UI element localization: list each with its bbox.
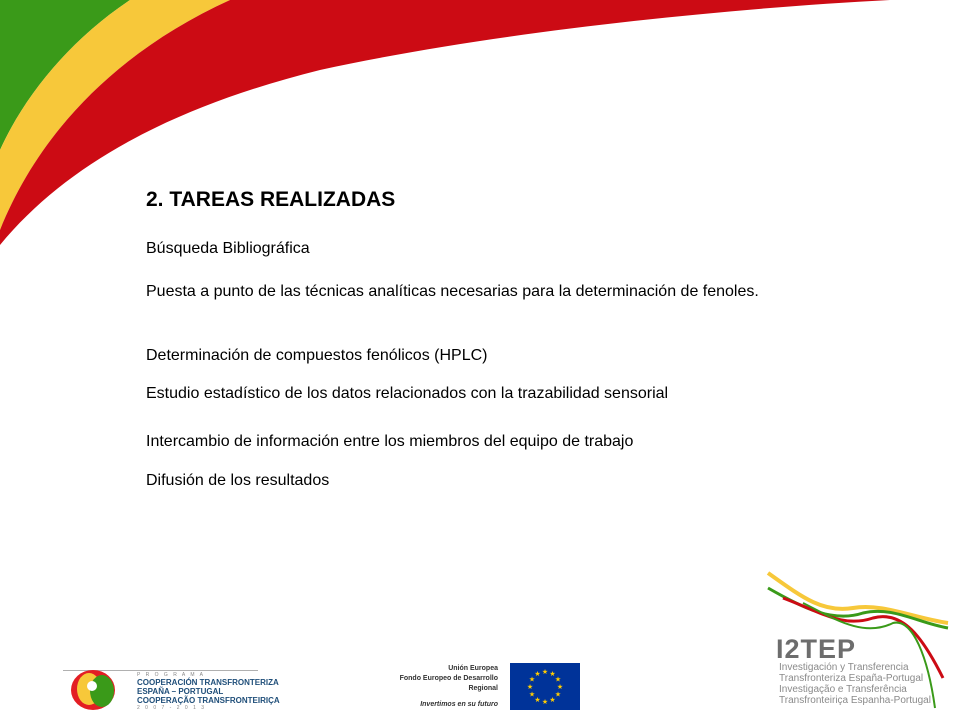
task-item-5: Intercambio de información entre los miembros del equipo de trabajo bbox=[146, 433, 634, 450]
eu-star-icon: ★ bbox=[554, 691, 562, 699]
program-line-3: COOPERAÇÃO TRANSFRONTEIRIÇA bbox=[137, 696, 280, 705]
i2tep-line-1: Investigación y Transferencia bbox=[779, 662, 909, 673]
eu-star-icon: ★ bbox=[549, 696, 556, 704]
task-item-6: Difusión de los resultados bbox=[146, 472, 330, 489]
i2tep-line-4: Transfronteiriça Espanha-Portugal bbox=[779, 695, 931, 706]
i2tep-line-2: Transfronteriza España-Portugal bbox=[779, 673, 924, 684]
task-item-2: Puesta a punto de las técnicas analíticas necesarias para la determinación de fenoles. bbox=[146, 283, 759, 300]
eu-star-icon: ★ bbox=[541, 669, 549, 676]
program-label: P R O G R A M A bbox=[137, 672, 205, 678]
i2tep-line-3: Investigação e Transferência bbox=[779, 684, 907, 695]
eu-star-icon: ★ bbox=[534, 696, 541, 704]
i2tep-subtitle bbox=[779, 662, 931, 706]
program-years: 2 0 0 7 - 2 0 1 3 bbox=[137, 705, 207, 711]
eu-fund-text bbox=[400, 664, 498, 710]
task-item-1: Búsqueda Bibliográfica bbox=[146, 240, 310, 257]
eu-star-icon: ★ bbox=[528, 676, 536, 684]
eu-star-icon: ★ bbox=[541, 699, 549, 706]
eu-line-3: Regional bbox=[468, 685, 498, 692]
task-item-3: Determinación de compuestos fenólicos (HPLC) bbox=[146, 347, 488, 364]
i2tep-title: I2TEP bbox=[776, 634, 857, 664]
eu-star-icon: ★ bbox=[526, 684, 534, 691]
eu-star-icon: ★ bbox=[549, 671, 556, 679]
program-line-2: ESPAÑA – PORTUGAL bbox=[137, 687, 224, 696]
decorative-swoosh bbox=[0, 0, 960, 260]
eu-tagline: Invertimos en su futuro bbox=[420, 701, 498, 708]
eu-flag-icon bbox=[510, 663, 580, 710]
eu-star-icon: ★ bbox=[554, 676, 562, 684]
eu-star-icon: ★ bbox=[528, 691, 536, 699]
eu-star-icon: ★ bbox=[556, 684, 564, 691]
task-item-4: Estudio estadístico de los datos relacionados con la trazabilidad sensorial bbox=[146, 385, 669, 402]
eu-star-icon: ★ bbox=[534, 671, 541, 679]
eu-line-2: Fondo Europeo de Desarrollo bbox=[399, 675, 498, 682]
cooperation-program-text bbox=[137, 672, 280, 711]
eu-line-1: Unión Europea bbox=[448, 665, 498, 672]
program-line-1: COOPERACIÓN TRANSFRONTERIZA bbox=[137, 678, 279, 687]
slide-title: 2. TAREAS REALIZADAS bbox=[146, 188, 396, 211]
